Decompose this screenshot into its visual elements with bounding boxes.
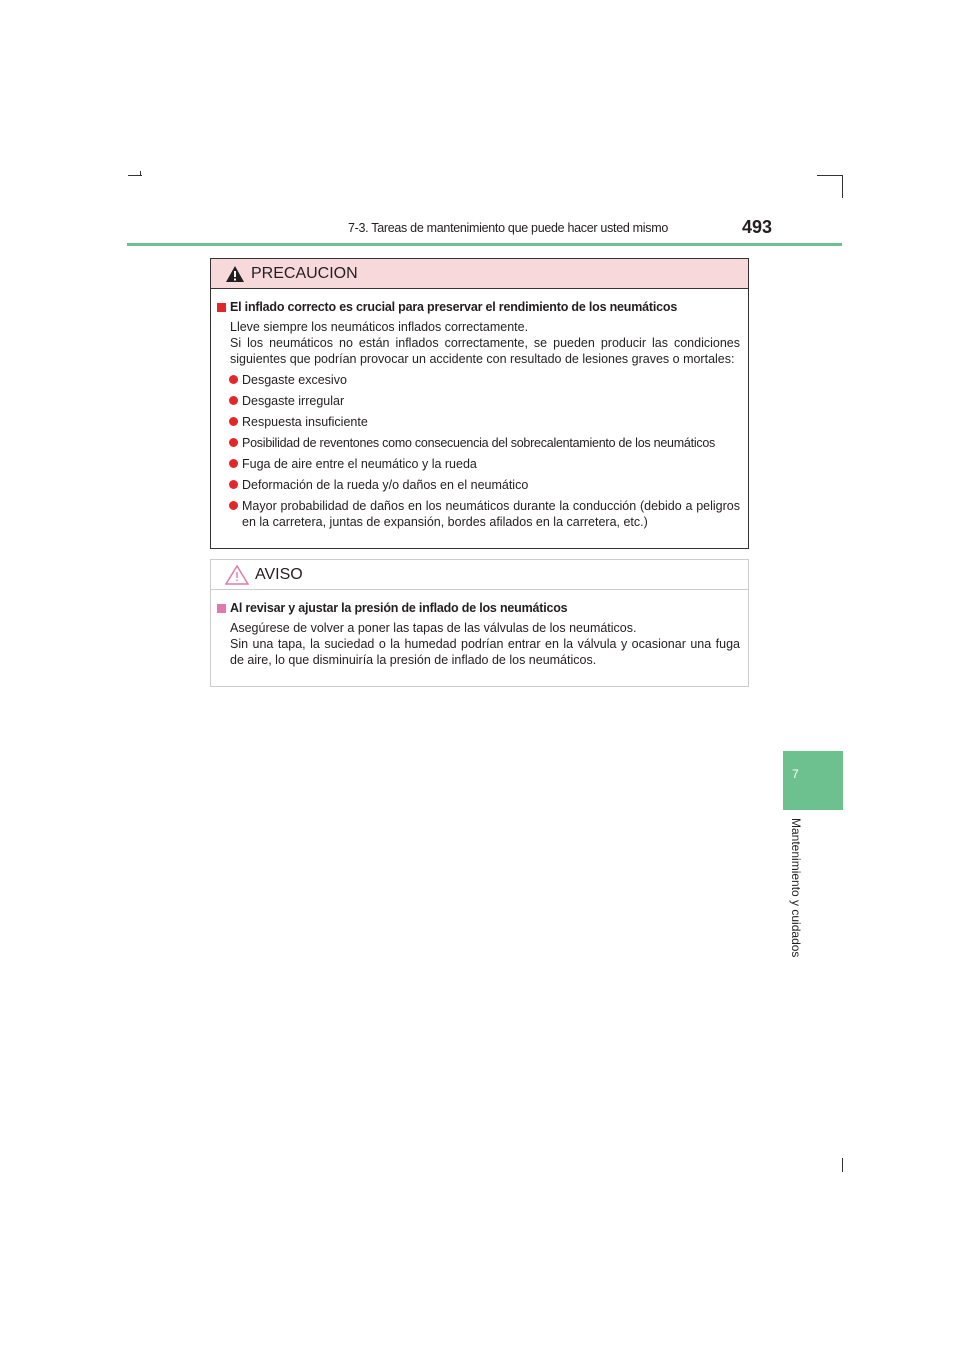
warning-filled-icon xyxy=(225,265,245,283)
crop-mark xyxy=(128,175,142,176)
precaution-header xyxy=(211,259,748,289)
list-item: Fuga de aire entre el neumático y la rueda xyxy=(217,456,740,472)
pink-square-icon xyxy=(217,604,226,613)
red-square-icon xyxy=(217,303,226,312)
paragraph: Asegúrese de volver a poner las tapas de las válvulas de los neumáticos. xyxy=(230,621,637,635)
list-item: Respuesta insuficiente xyxy=(217,414,740,430)
notice-header xyxy=(211,560,748,590)
bullet-icon xyxy=(229,438,238,447)
chapter-tab[interactable] xyxy=(783,751,843,810)
crop-mark xyxy=(140,171,141,175)
crop-mark xyxy=(842,175,843,198)
notice-section-title: Al revisar y ajustar la presión de inflado de los neumáticos xyxy=(230,601,568,615)
page-number: 493 xyxy=(742,217,773,237)
list-item: Desgaste irregular xyxy=(217,393,740,409)
bullet-icon xyxy=(229,417,238,426)
list-item: Posibilidad de reventones como consecuencia del sobrecalentamiento de los neumáticos xyxy=(217,435,740,451)
crop-mark xyxy=(842,1158,843,1172)
warning-outline-icon xyxy=(225,565,249,585)
bullet-icon xyxy=(229,459,238,468)
notice-title: AVISO xyxy=(255,565,303,583)
paragraph: Sin una tapa, la suciedad o la humedad podrían entrar en la válvula y ocasionar una fuga de aire, lo que disminuiría la presión de inflado de los neumáticos. xyxy=(230,637,740,667)
chapter-label: Mantenimiento y cuidados xyxy=(789,818,803,958)
paragraph: Lleve siempre los neumáticos inflados correctamente. xyxy=(230,320,529,334)
bullet-icon xyxy=(229,480,238,489)
paragraph: Si los neumáticos no están inflados correctamente, se pueden producir las condiciones siguientes que podrían provocar un accidente con resultado de lesiones graves o mortales: xyxy=(230,336,740,366)
precaution-box xyxy=(210,258,749,549)
bullet-icon xyxy=(229,396,238,405)
header-rule xyxy=(127,243,842,246)
list-item: Mayor probabilidad de daños en los neumáticos durante la conducción (debido a peligros en la carretera, juntas de expansión, bordes afilados en la carretera, etc.) xyxy=(217,498,740,530)
precaution-title: PRECAUCION xyxy=(251,264,358,282)
section-header: 7-3. Tareas de mantenimiento que puede hacer usted mismo xyxy=(348,221,668,235)
list-item: Deformación de la rueda y/o daños en el neumático xyxy=(217,477,740,493)
chapter-number: 7 xyxy=(792,767,799,781)
precaution-section-title: El inflado correcto es crucial para preservar el rendimiento de los neumáticos xyxy=(230,300,678,314)
bullet-icon xyxy=(229,375,238,384)
bullet-icon xyxy=(229,501,238,510)
list-item: Desgaste excesivo xyxy=(217,372,740,388)
crop-mark xyxy=(817,175,842,176)
notice-box xyxy=(210,559,749,687)
